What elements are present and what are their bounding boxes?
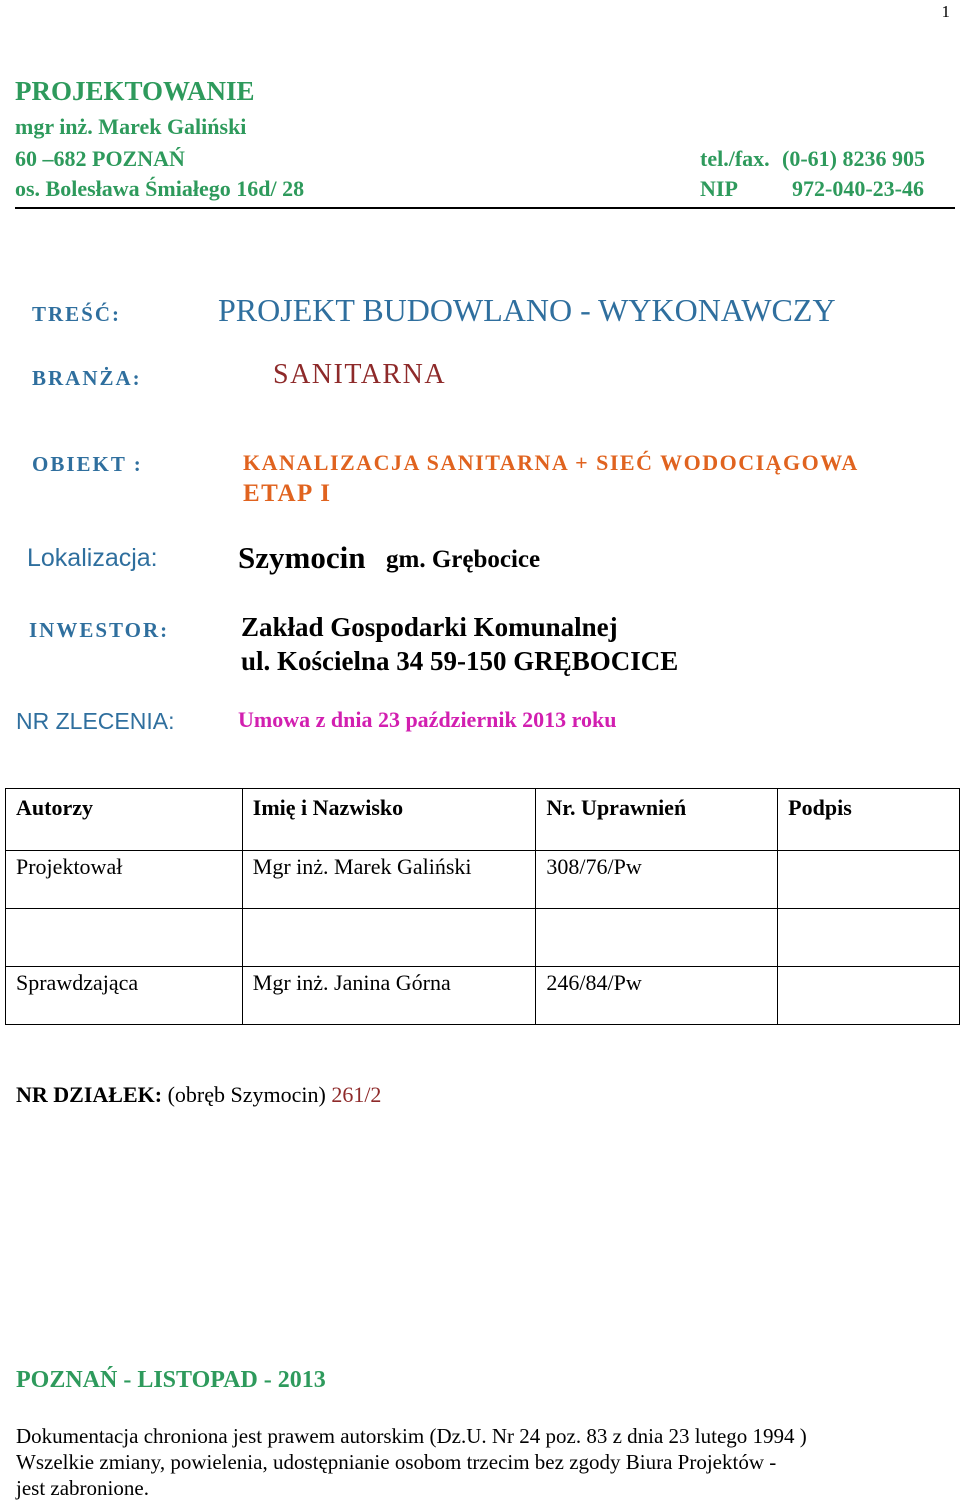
office-address: os. Bolesława Śmiałego 16d/ 28	[15, 176, 305, 201]
inwestor-label: INWESTOR:	[29, 618, 170, 642]
lokalizacja-main: Szymocin	[238, 540, 366, 575]
branza-value: SANITARNA	[273, 359, 447, 390]
inwestor-line2: ul. Kościelna 34 59-150 GRĘBOCICE	[241, 646, 679, 676]
lokalizacja-sub: gm. Grębocice	[386, 546, 541, 573]
table-cell: Mgr inż. Janina Górna	[242, 967, 536, 1025]
plots-line	[16, 1082, 381, 1108]
table-header-cell: Imię i Nazwisko	[242, 789, 536, 851]
tresc-label: TREŚĆ:	[32, 302, 122, 326]
office-phone-value: (0-61) 8236 905	[782, 146, 925, 171]
authors-table	[5, 788, 960, 1025]
office-name: PROJEKTOWANIE	[15, 76, 255, 106]
table-header-cell: Nr. Uprawnień	[536, 789, 778, 851]
table-cell: Sprawdzająca	[6, 967, 243, 1025]
signature-cell	[778, 967, 960, 1025]
copyright-line-1: Dokumentacja chroniona jest prawem autorskim (Dz.U. Nr 24 poz. 83 z dnia 23 lutego 1994 )	[16, 1424, 807, 1448]
inwestor-line1: Zakład Gospodarki Komunalnej	[241, 612, 618, 642]
copyright-line-2: Wszelkie zmiany, powielenia, udostępnianie osobom trzecim bez zgody Biura Projektów -	[16, 1450, 777, 1474]
table-cell: 246/84/Pw	[536, 967, 778, 1025]
table-cell	[242, 909, 536, 967]
office-city: 60 –682 POZNAŃ	[15, 146, 185, 171]
obiekt-line2: ETAP I	[243, 480, 332, 507]
plots-label: NR DZIAŁEK:	[16, 1082, 163, 1107]
table-row	[6, 851, 960, 909]
table-cell: Mgr inż. Marek Galiński	[242, 851, 536, 909]
zlecenie-label: NR ZLECENIA:	[16, 708, 175, 734]
table-header-row	[6, 789, 960, 851]
signature-cell	[778, 909, 960, 967]
table-cell: 308/76/Pw	[536, 851, 778, 909]
obiekt-line1: KANALIZACJA SANITARNA + SIEĆ WODOCIĄGOWA	[243, 450, 859, 475]
table-row	[6, 967, 960, 1025]
table-cell	[6, 909, 243, 967]
plots-area: (obręb Szymocin)	[167, 1082, 326, 1107]
plots-value: 261/2	[331, 1082, 382, 1107]
office-phone-label: tel./fax.	[700, 146, 770, 171]
table-header-cell: Podpis	[778, 789, 960, 851]
zlecenie-value: Umowa z dnia 23 październik 2013 roku	[238, 707, 617, 732]
office-nip-label: NIP	[700, 176, 738, 201]
table-cell: Projektował	[6, 851, 243, 909]
office-person: mgr inż. Marek Galiński	[15, 114, 247, 139]
tresc-value: PROJEKT BUDOWLANO - WYKONAWCZY	[218, 292, 836, 328]
branza-label: BRANŻA:	[32, 366, 142, 390]
obiekt-label: OBIEKT :	[32, 452, 143, 476]
header-divider	[15, 207, 955, 209]
table-header-cell: Autorzy	[6, 789, 243, 851]
signature-cell	[778, 851, 960, 909]
page-number: 1	[941, 2, 950, 21]
office-nip-value: 972-040-23-46	[792, 176, 924, 201]
place-date: POZNAŃ - LISTOPAD - 2013	[16, 1367, 326, 1393]
table-cell	[536, 909, 778, 967]
table-row	[6, 909, 960, 967]
copyright-line-3: jest zabronione.	[16, 1476, 149, 1500]
lokalizacja-label: Lokalizacja:	[27, 544, 158, 572]
